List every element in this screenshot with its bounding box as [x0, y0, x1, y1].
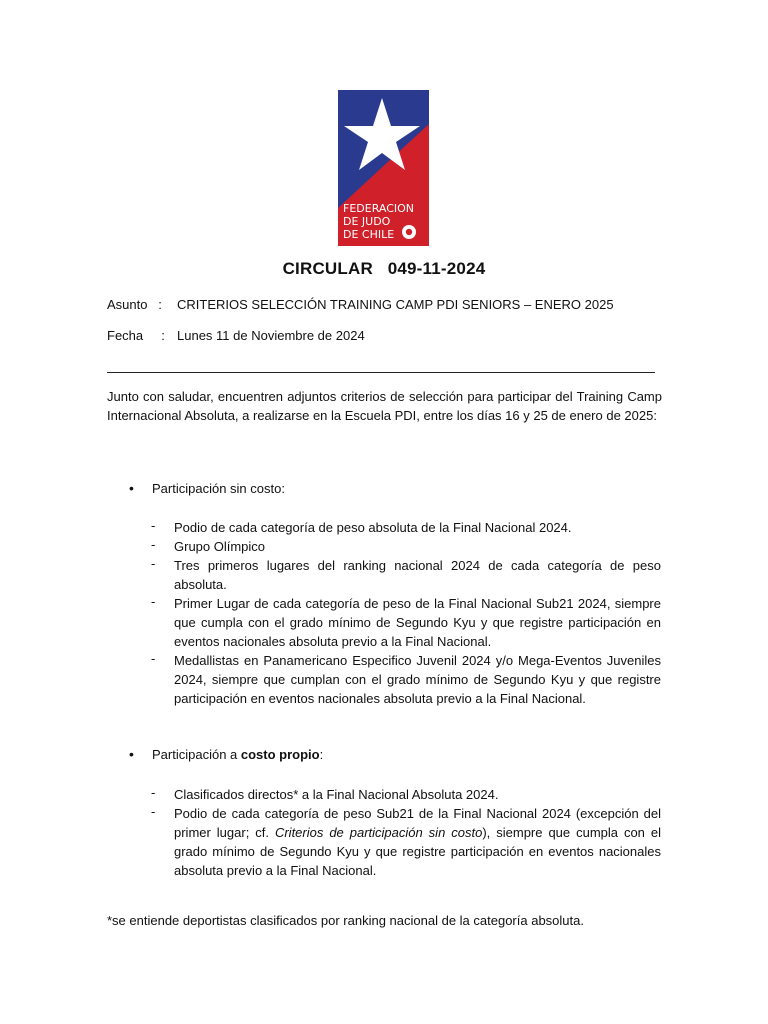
section2-heading-pre: Participación a [152, 747, 241, 762]
footnote: *se entiende deportistas clasificados por ranking nacional de la categoría absoluta. [107, 913, 584, 928]
item-text-pre: Podio de cada categoría de peso Sub21 de la Final Nacional 2024 (excepción del primer lugar; cf. [174, 806, 661, 840]
dash-icon: - [151, 537, 156, 552]
section1-heading: Participación sin costo: [152, 481, 285, 496]
list-item: Tres primeros lugares del ranking nacional 2024 de cada categoría de peso absoluta. [174, 558, 661, 592]
section2-heading [152, 747, 323, 762]
intro-paragraph: Junto con saludar, encuentren adjuntos criterios de selección para participar del Training Camp Internacional Absoluta, a realizarse en la Escuela PDI, entre los días 16 y 25 de enero de 2025: [107, 389, 662, 423]
dash-icon: - [151, 518, 156, 533]
list-item: Clasificados directos* a la Final Nacional Absoluta 2024. [174, 787, 499, 802]
list-item: Medallistas en Panamericano Especifico Juvenil 2024 y/o Mega-Eventos Juveniles 2024, siempre que cumplan con el grado mínimo de Segundo Kyu y que registre participación en eventos nacionales absoluta previo a la Final Nacional. [174, 653, 661, 706]
fecha-value: Lunes 11 de Noviembre de 2024 [177, 328, 365, 343]
circular-title: CIRCULAR 049-11-2024 [282, 259, 486, 278]
asunto-value: CRITERIOS SELECCIÓN TRAINING CAMP PDI SENIORS – ENERO 2025 [177, 297, 614, 312]
item-text-italic: Criterios de participación sin costo [274, 825, 483, 840]
list-item: Primer Lugar de cada categoría de peso de la Final Nacional Sub21 2024, siempre que cumpla con el grado mínimo de Segundo Kyu y que registre participación en eventos nacionales absoluta previo a la Final Nacional. [174, 596, 661, 649]
logo-text-line-1: FEDERACION [343, 202, 415, 215]
bullet-icon: • [129, 480, 134, 496]
list-item: Podio de cada categoría de peso absoluta de la Final Nacional 2024. [174, 520, 572, 535]
dash-icon: - [151, 804, 156, 819]
dash-icon: - [151, 556, 156, 571]
asunto-label: Asunto : [107, 297, 162, 312]
section2-heading-post: : [319, 747, 324, 762]
logo-text-line-3: DE CHILE [343, 228, 395, 241]
federation-logo [338, 90, 429, 246]
list-item [174, 804, 661, 880]
dash-icon: - [151, 651, 156, 666]
dash-icon: - [151, 785, 156, 800]
list-item: Grupo Olímpico [174, 539, 266, 554]
section2-heading-bold: costo propio [240, 747, 320, 762]
logo-text-line-2: DE JUDO [343, 215, 391, 228]
bullet-icon: • [129, 746, 134, 762]
dash-icon: - [151, 594, 156, 609]
fecha-label: Fecha : [107, 328, 165, 343]
divider-line [107, 372, 655, 373]
item-text-post: ), siempre que cumpla con el grado mínimo de Segundo Kyu y que registre participación en eventos nacionales absoluta previo a la Final Nacional. [174, 825, 661, 878]
